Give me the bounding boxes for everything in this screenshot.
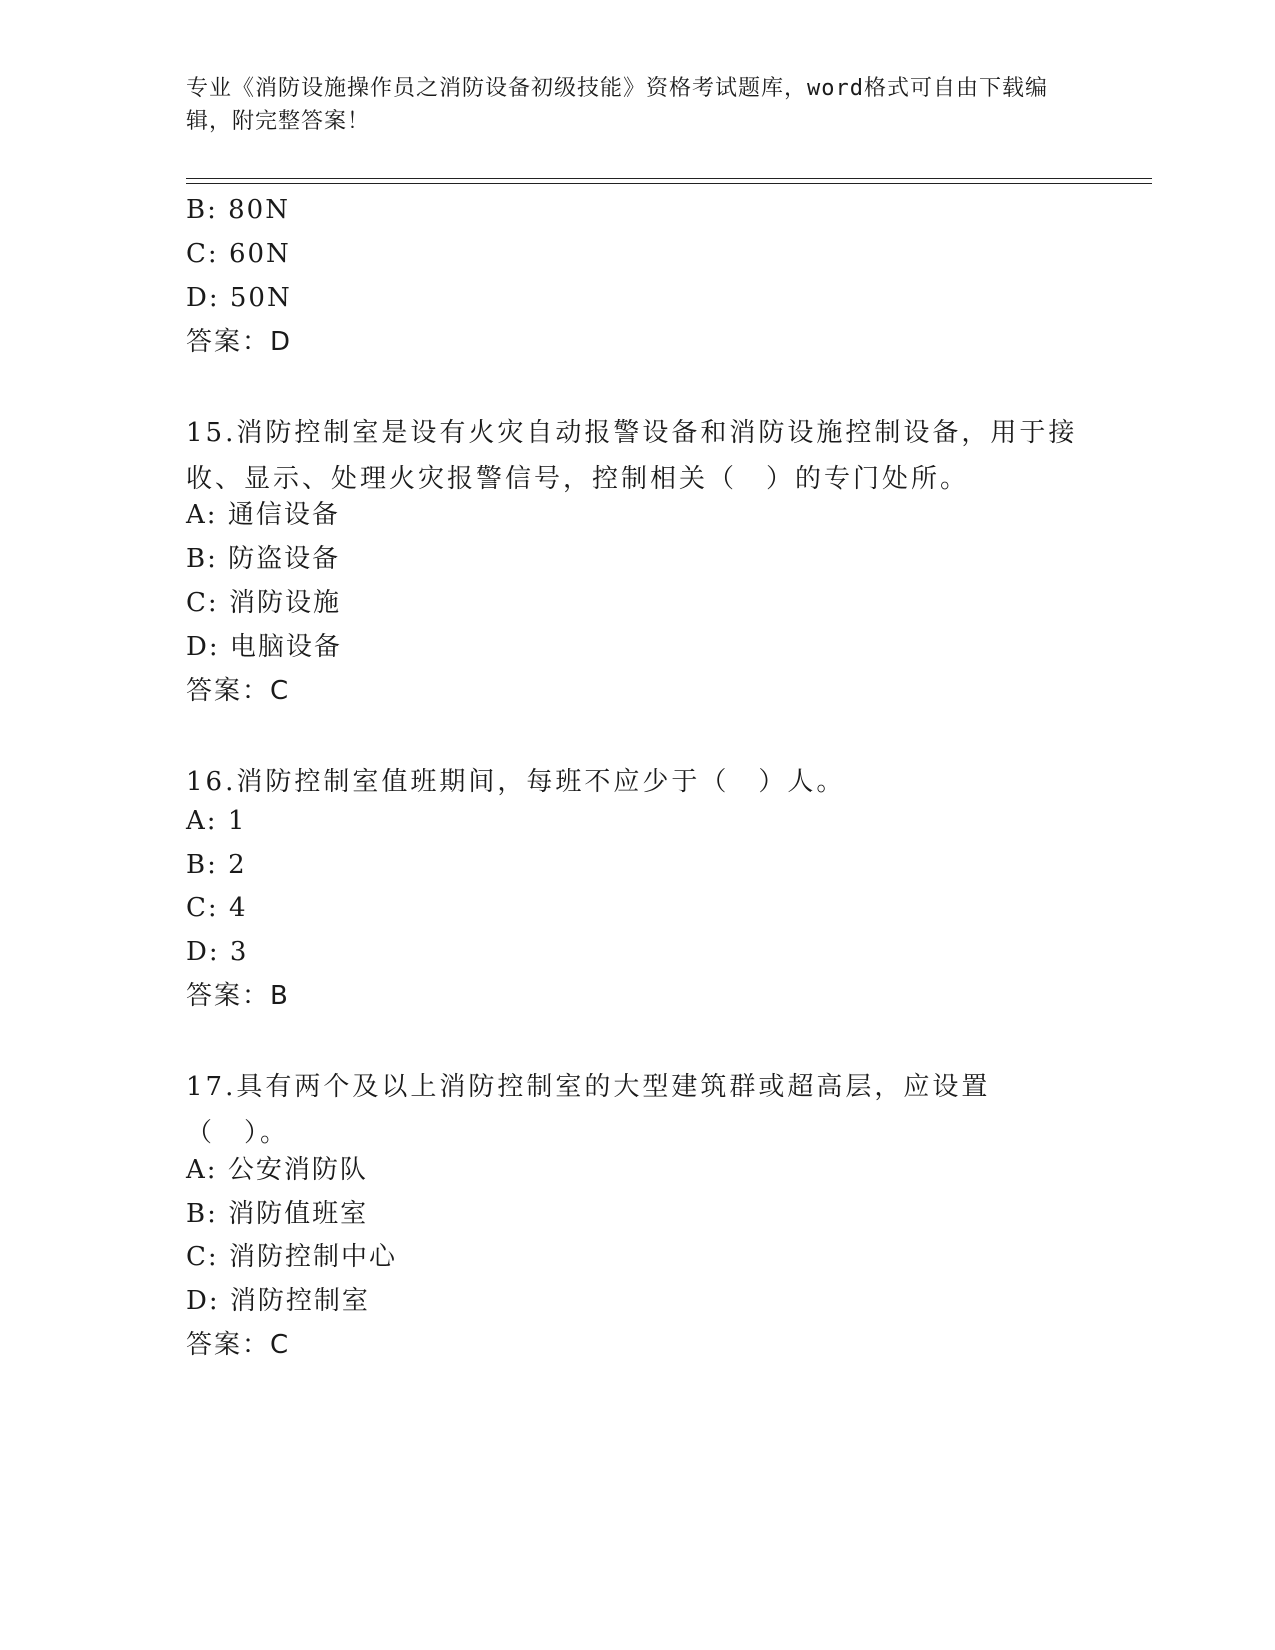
option-item — [186, 935, 248, 969]
option-item — [186, 237, 291, 271]
option-text: 4 — [228, 893, 248, 923]
option-item — [186, 193, 290, 227]
option-label: D — [186, 283, 209, 313]
header-divider-bottom — [186, 183, 1152, 184]
header-divider-top — [186, 178, 1152, 179]
option-label: C — [186, 239, 208, 269]
option-text: 通信设备 — [227, 500, 340, 530]
option-text: 消防值班室 — [228, 1199, 369, 1229]
question-number: 17. — [186, 1072, 237, 1102]
option-label: D — [186, 1286, 209, 1316]
option-separator: : — [207, 850, 229, 880]
option-label: B — [186, 195, 208, 225]
question-number: 16. — [186, 767, 237, 797]
option-item — [186, 630, 342, 664]
option-separator: : — [207, 1242, 229, 1272]
option-text: 电脑设备 — [229, 632, 342, 662]
option-text: 3 — [229, 937, 249, 967]
option-label: A — [186, 500, 207, 530]
option-separator: : — [207, 1199, 229, 1229]
option-item — [186, 586, 341, 620]
answer-line: 答案：D — [186, 327, 293, 357]
option-item — [186, 848, 247, 882]
answer-line: 答案：C — [186, 1330, 291, 1360]
question-text: 具有两个及以上消防控制室的大型建筑群或超高层，应设置（ ）。 — [186, 1072, 991, 1148]
answer-line: 答案：B — [186, 981, 290, 1011]
option-separator: : — [207, 239, 229, 269]
option-separator: : — [206, 1155, 228, 1185]
answer-line: 答案：C — [186, 676, 291, 706]
option-text: 80N — [228, 195, 290, 225]
option-label: D — [186, 937, 209, 967]
option-label: C — [186, 588, 208, 618]
option-text: 60N — [228, 239, 291, 269]
question-stem — [186, 410, 1086, 502]
option-item — [186, 891, 247, 925]
option-separator: : — [208, 283, 230, 313]
option-separator: : — [208, 937, 230, 967]
option-separator: : — [207, 195, 229, 225]
option-item — [186, 804, 246, 838]
option-label: A — [186, 806, 207, 836]
question-text: 消防控制室是设有火灾自动报警设备和消防设施控制设备，用于接收、显示、处理火灾报警信号，控制相关（ ）的专门处所。 — [186, 418, 1078, 494]
question-stem — [186, 759, 1086, 805]
option-text: 1 — [227, 806, 247, 836]
question-text: 消防控制室值班期间，每班不应少于（ ）人。 — [236, 767, 846, 797]
option-label: B — [186, 544, 208, 574]
option-label: C — [186, 1242, 208, 1272]
option-separator: : — [207, 588, 229, 618]
option-label: B — [186, 850, 208, 880]
option-text: 消防控制室 — [229, 1286, 370, 1316]
option-separator: : — [207, 893, 229, 923]
option-item — [186, 542, 340, 576]
option-separator: : — [208, 1286, 230, 1316]
option-item — [186, 1197, 368, 1231]
option-text: 公安消防队 — [227, 1155, 368, 1185]
option-text: 消防设施 — [228, 588, 341, 618]
option-text: 消防控制中心 — [228, 1242, 397, 1272]
option-item — [186, 1153, 368, 1187]
option-text: 防盗设备 — [228, 544, 341, 574]
option-separator: : — [207, 544, 229, 574]
option-item — [186, 1284, 370, 1318]
option-text: 50N — [229, 283, 292, 313]
option-label: A — [186, 1155, 207, 1185]
option-separator: : — [208, 632, 230, 662]
document-header: 专业《消防设施操作员之消防设备初级技能》资格考试题库，word格式可自由下载编辑，附完整答案！ — [186, 76, 1048, 134]
option-item — [186, 1240, 397, 1274]
option-label: B — [186, 1199, 208, 1229]
option-label: C — [186, 893, 208, 923]
question-number: 15. — [186, 418, 237, 448]
option-item — [186, 498, 340, 532]
option-separator: : — [206, 806, 228, 836]
option-text: 2 — [228, 850, 247, 880]
option-item — [186, 281, 292, 315]
question-stem — [186, 1064, 1086, 1156]
option-label: D — [186, 632, 209, 662]
option-separator: : — [206, 500, 228, 530]
